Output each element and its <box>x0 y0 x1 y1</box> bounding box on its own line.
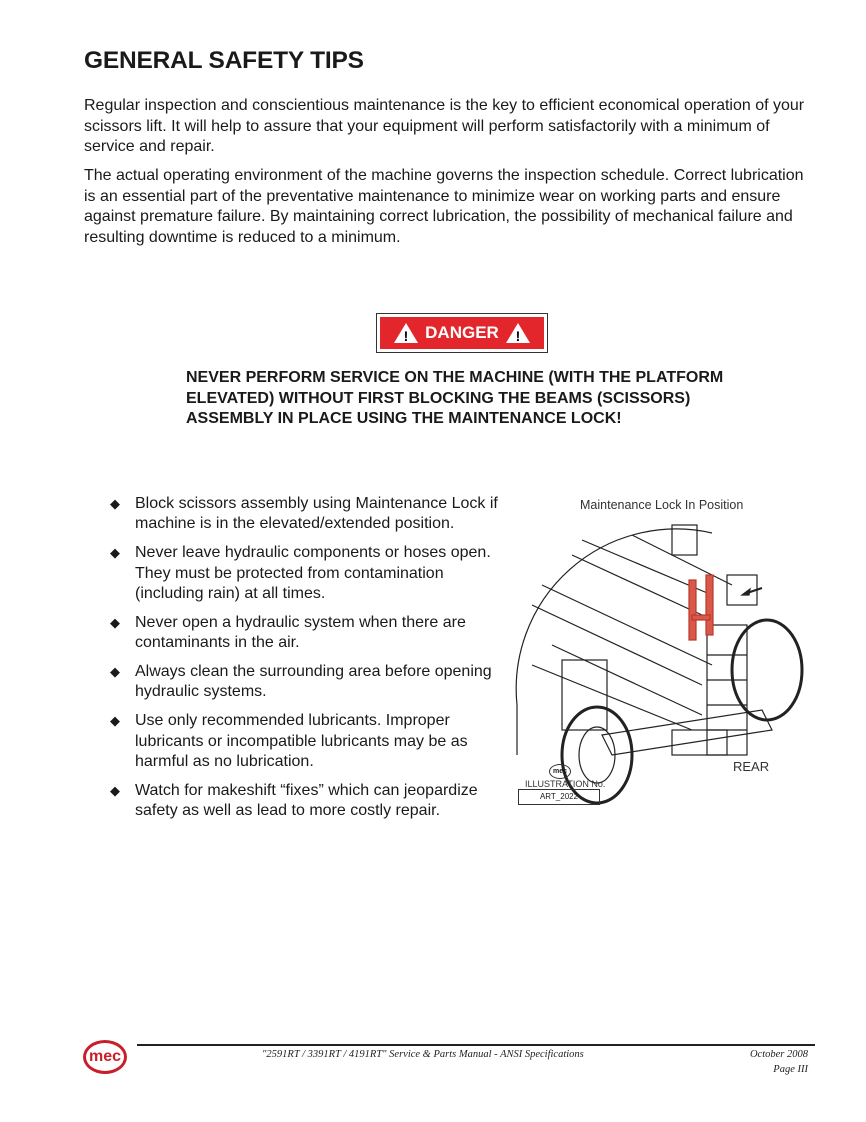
diamond-bullet-icon: ◆ <box>110 782 120 798</box>
list-item-text: Always clean the surrounding area before opening hydraulic systems. <box>135 663 492 701</box>
intro-paragraph: Regular inspection and conscientious maintenance is the key to efficient economical operation of your scissors lift. It will help to assure that your equipment will perform satisfactorily with a minimum of service and repair. <box>84 97 805 156</box>
footer-manual-title: "2591RT / 3391RT / 4191RT" Service & Parts Manual - ANSI Specifications <box>262 1049 584 1060</box>
list-item-text: Never open a hydraulic system when there are contaminants in the air. <box>135 613 466 652</box>
list-item <box>110 494 500 535</box>
list-item-text: Watch for makeshift “fixes” which can jeopardize safety as well as lead to more costly repair. <box>135 781 478 820</box>
list-item <box>110 613 500 654</box>
list-item-text: Block scissors assembly using Maintenance Lock if machine is in the elevated/extended position. <box>135 495 498 533</box>
warning-triangle-icon <box>505 322 531 344</box>
diamond-bullet-icon: ◆ <box>110 664 120 680</box>
page-title: GENERAL SAFETY TIPS <box>84 47 364 74</box>
footer-divider <box>137 1044 815 1046</box>
diamond-bullet-icon: ◆ <box>110 713 120 729</box>
diamond-bullet-icon: ◆ <box>110 545 120 561</box>
list-item <box>110 711 500 772</box>
svg-text:!: ! <box>515 328 521 344</box>
safety-tips-list <box>110 494 500 830</box>
footer-date: October 2008 <box>749 1049 808 1060</box>
warning-triangle-icon <box>393 322 419 344</box>
environment-paragraph: The actual operating environment of the machine governs the inspection schedule. Correct lubrication is an essential part of the preventative maintenance to minimize wear on working parts and ensure against premature failure. By maintaining correct lubrication, the possibility of mechanical failure and resulting downtime is reduced to a minimum. <box>84 167 804 246</box>
list-item <box>110 662 500 703</box>
danger-label: DANGER <box>425 323 499 342</box>
footer-page-number: Page III <box>773 1064 808 1075</box>
list-item-text: Never leave hydraulic components or hoses open. They must be protected from contamination (including rain) at all times. <box>135 544 491 603</box>
danger-warning-text: NEVER PERFORM SERVICE ON THE MACHINE (WITH THE PLATFORM ELEVATED) WITHOUT FIRST BLOCKING THE BEAMS (SCISSORS) ASSEMBLY IN PLACE USING THE MAINTENANCE LOCK! <box>186 369 724 427</box>
list-item-text: Use only recommended lubricants. Improper lubricants or incompatible lubricants may be as harmful as no lubrication. <box>135 712 468 771</box>
list-item <box>110 781 500 822</box>
diamond-bullet-icon: ◆ <box>110 614 120 630</box>
illustration-number-label: ILLUSTRATION No. <box>525 779 606 789</box>
svg-text:!: ! <box>403 328 409 344</box>
illustration-mec-logo: mec <box>549 764 571 779</box>
danger-sign <box>376 313 548 353</box>
rear-label: REAR <box>733 759 770 774</box>
diamond-bullet-icon: ◆ <box>110 496 120 511</box>
art-number: ART_2022 <box>518 789 600 805</box>
mec-logo: mec <box>83 1040 127 1074</box>
illustration-caption: Maintenance Lock In Position <box>580 498 744 512</box>
list-item <box>110 543 500 604</box>
